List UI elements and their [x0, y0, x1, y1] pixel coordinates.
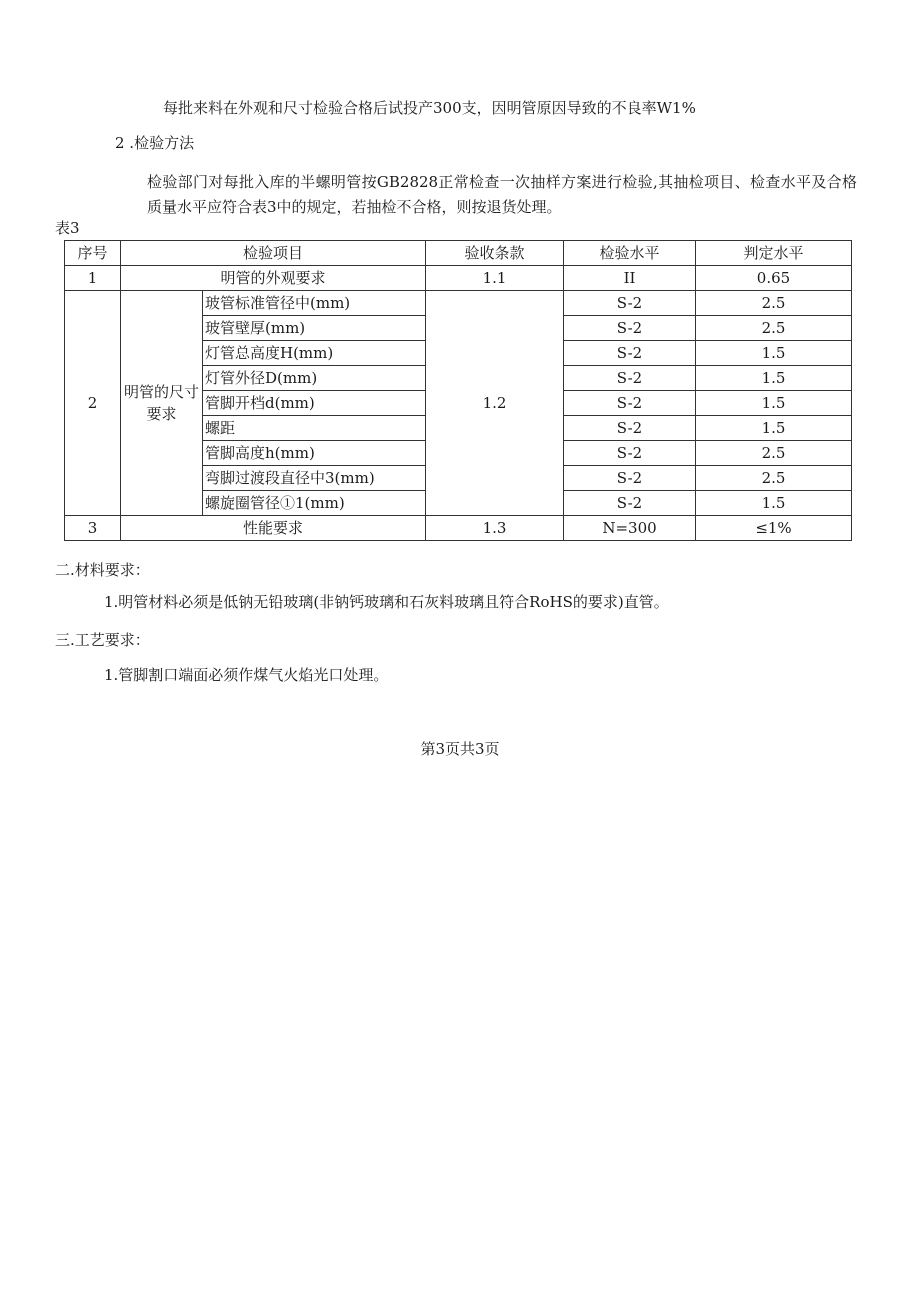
sub-item-level: S-2: [564, 291, 696, 316]
sub-item-level: S-2: [564, 466, 696, 491]
table-row: [65, 516, 852, 541]
inspection-method-paragraph: 检验部门对每批入库的半螺明管按GB2828正常检查一次抽样方案进行检验,其抽检项目、检查水平及合格质量水平应符合表3中的规定，若抽检不合格，则按退货处理。: [147, 173, 857, 216]
row-item: 性能要求: [121, 516, 426, 541]
row-judge: 0.65: [696, 266, 852, 291]
sub-item-name: 管脚高度h(mm): [203, 441, 426, 466]
sub-item-judge: 2.5: [696, 291, 852, 316]
sub-item-name: 灯管总高度H(mm): [203, 341, 426, 366]
inspection-table: [64, 240, 852, 541]
row-clause: 1.2: [426, 291, 564, 516]
sub-item-level: S-2: [564, 391, 696, 416]
row-no: 1: [65, 266, 121, 291]
header-judge: 判定水平: [696, 241, 852, 266]
sub-item-name: 螺距: [203, 416, 426, 441]
row-item: 明管的外观要求: [121, 266, 426, 291]
header-clause: 验收条款: [426, 241, 564, 266]
sub-item-judge: 2.5: [696, 441, 852, 466]
row-no: 3: [65, 516, 121, 541]
sub-item-level: S-2: [564, 441, 696, 466]
sub-item-level: S-2: [564, 366, 696, 391]
sub-item-judge: 1.5: [696, 366, 852, 391]
row-group: 明管的尺寸要求: [121, 291, 203, 516]
materials-heading: 二.材料要求：: [55, 561, 150, 579]
sub-item-name: 灯管外径D(mm): [203, 366, 426, 391]
sub-item-name: 螺旋圈管径①1(mm): [203, 491, 426, 516]
sub-item-level: S-2: [564, 316, 696, 341]
row-no: 2: [65, 291, 121, 516]
sub-item-name: 玻管标准管径中(mm): [203, 291, 426, 316]
row-clause: 1.1: [426, 266, 564, 291]
header-item: 检验项目: [121, 241, 426, 266]
sub-item-judge: 1.5: [696, 341, 852, 366]
table-row: [65, 266, 852, 291]
row-level: II: [564, 266, 696, 291]
sub-item-judge: 1.5: [696, 416, 852, 441]
header-no: 序号: [65, 241, 121, 266]
header-level: 检验水平: [564, 241, 696, 266]
sub-item-name: 弯脚过渡段直径中3(mm): [203, 466, 426, 491]
sub-item-level: S-2: [564, 341, 696, 366]
table-caption: 表3: [55, 219, 80, 237]
row-level: N=300: [564, 516, 696, 541]
row-clause: 1.3: [426, 516, 564, 541]
process-heading: 三.工艺要求：: [55, 631, 150, 649]
materials-item: 1.明管材料必须是低钠无铅玻璃(非钠钙玻璃和石灰料玻璃且符合RoHS的要求)直管。: [104, 593, 669, 611]
sub-item-judge: 2.5: [696, 466, 852, 491]
table-row: [65, 291, 852, 316]
sub-item-level: S-2: [564, 416, 696, 441]
sub-item-name: 管脚开档d(mm): [203, 391, 426, 416]
row-judge: ≤1%: [696, 516, 852, 541]
sub-item-name: 玻管壁厚(mm): [203, 316, 426, 341]
process-item: 1.管脚割口端面必须作煤气火焰光口处理。: [104, 666, 389, 684]
table-header-row: [65, 241, 852, 266]
sub-item-judge: 1.5: [696, 391, 852, 416]
page-number: 第3页共3页: [420, 740, 500, 758]
sub-item-judge: 1.5: [696, 491, 852, 516]
section-heading-inspection-method: 2 .检验方法: [115, 134, 195, 152]
sub-item-judge: 2.5: [696, 316, 852, 341]
intro-line: 每批来料在外观和尺寸检验合格后试投产300支，因明管原因导致的不良率W1%: [163, 99, 696, 117]
sub-item-level: S-2: [564, 491, 696, 516]
